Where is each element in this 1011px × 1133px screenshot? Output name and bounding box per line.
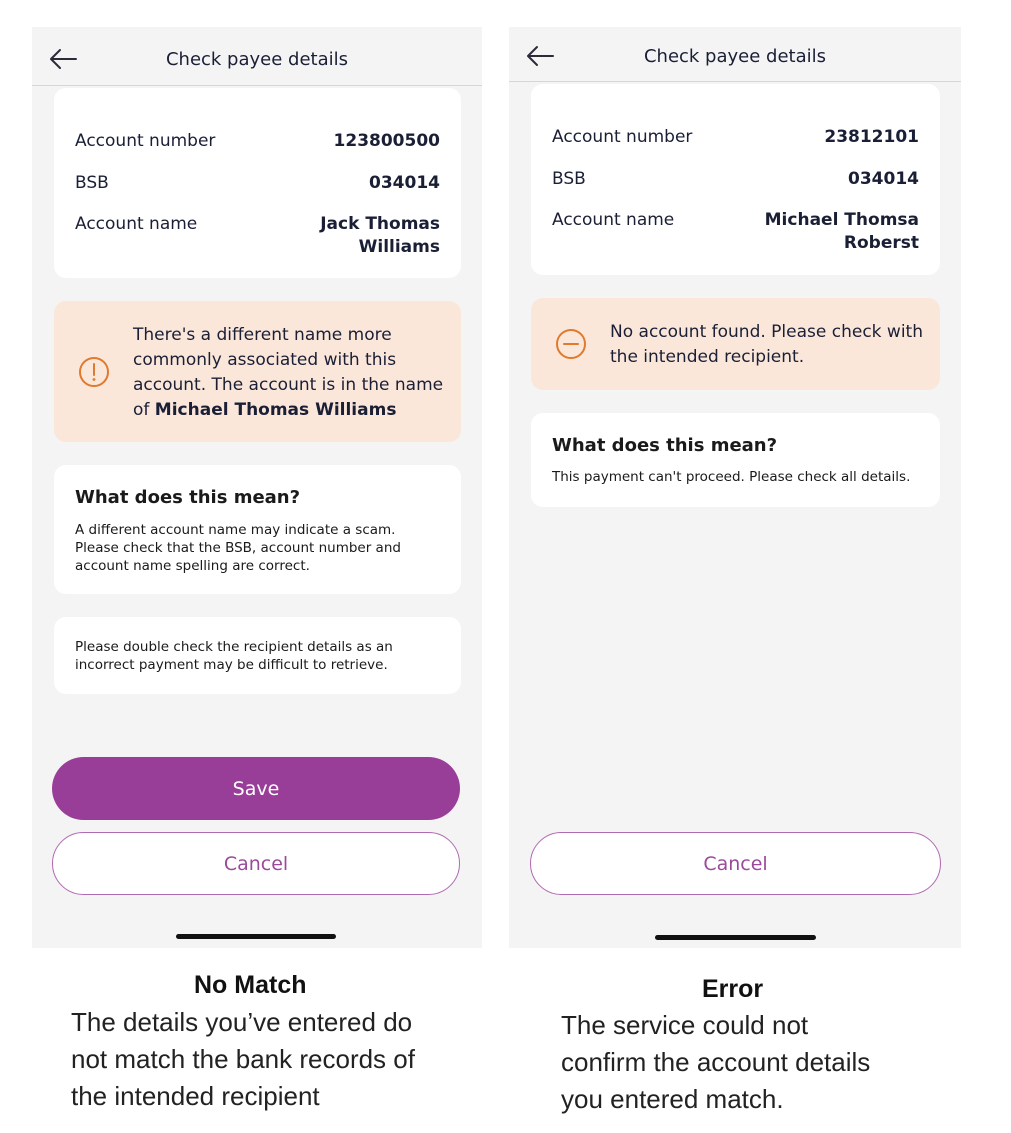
exclamation-circle-icon — [78, 356, 110, 388]
double-check-notice-card — [54, 617, 461, 694]
account-number-label: Account number — [552, 127, 693, 147]
caption-line: The service could not — [561, 1010, 809, 1040]
error-caption-text — [561, 1007, 870, 1118]
meaning-heading: What does this mean? — [552, 435, 778, 456]
payee-details-card — [54, 88, 461, 278]
account-name-line: Michael Thomsa — [764, 210, 919, 230]
what-does-this-mean-card — [531, 413, 940, 507]
cancel-button[interactable]: Cancel — [52, 832, 460, 895]
account-number-value: 123800500 — [333, 131, 440, 151]
account-number-value: 23812101 — [824, 127, 919, 147]
home-indicator — [176, 934, 336, 939]
what-does-this-mean-card — [54, 465, 461, 594]
account-name-value — [320, 213, 440, 259]
meaning-line: Please check that the BSB, account number and — [75, 540, 401, 556]
account-name-line: Jack Thomas — [320, 214, 440, 234]
caption-line: not match the bank records of — [71, 1044, 415, 1074]
top-bar — [32, 27, 482, 86]
error-screen — [509, 27, 961, 948]
caption-line: confirm the account details — [561, 1047, 871, 1077]
caption-line: the intended recipient — [71, 1081, 320, 1111]
alert-line — [133, 398, 443, 423]
no-account-alert — [531, 298, 940, 390]
name-mismatch-alert — [54, 301, 461, 442]
meaning-line: A different account name may indicate a scam. — [75, 522, 396, 538]
home-indicator — [655, 935, 816, 940]
caption-line: The details you’ve entered do — [71, 1007, 413, 1037]
alert-line: the intended recipient. — [610, 347, 805, 367]
alert-line: account. The account is in the name — [133, 375, 444, 395]
payee-details-card — [531, 84, 940, 275]
account-name-value — [765, 209, 919, 255]
alert-line: No account found. Please check with — [610, 322, 923, 342]
bsb-label: BSB — [552, 169, 586, 189]
error-caption-title: Error — [702, 975, 764, 1003]
account-name-line: Williams — [358, 237, 440, 257]
save-button[interactable]: Save — [52, 757, 460, 820]
no-match-screen — [32, 27, 482, 948]
page-title: Check payee details — [643, 46, 827, 67]
account-name-label: Account name — [552, 210, 675, 230]
account-name-label: Account name — [75, 214, 198, 234]
meaning-text — [75, 521, 401, 575]
minus-circle-icon — [555, 328, 587, 360]
meaning-line: account name spelling are correct. — [75, 558, 310, 574]
alert-line: There's a different name more — [133, 325, 392, 345]
account-name-line: Roberst — [843, 233, 919, 253]
page-title: Check payee details — [165, 49, 349, 70]
account-number-label: Account number — [75, 131, 216, 151]
no-match-caption-text — [71, 1004, 415, 1115]
alert-message — [610, 320, 923, 370]
notice-text — [75, 638, 393, 674]
notice-line: Please double check the recipient details as an — [75, 639, 393, 655]
bsb-value: 034014 — [848, 169, 919, 189]
alert-prefix: of — [133, 400, 150, 420]
bsb-value: 034014 — [369, 173, 440, 193]
cancel-button[interactable]: Cancel — [530, 832, 941, 895]
registered-account-name: Michael Thomas Williams — [154, 400, 397, 420]
caption-line: you entered match. — [561, 1084, 784, 1114]
meaning-heading: What does this mean? — [75, 487, 301, 508]
alert-message — [133, 323, 443, 423]
top-bar — [509, 27, 961, 82]
alert-line: commonly associated with this — [133, 350, 397, 370]
bsb-label: BSB — [75, 173, 109, 193]
notice-line: incorrect payment may be difficult to retrieve. — [75, 657, 388, 673]
no-match-caption-title: No Match — [194, 971, 307, 999]
meaning-text: This payment can't proceed. Please check all details. — [552, 469, 911, 485]
